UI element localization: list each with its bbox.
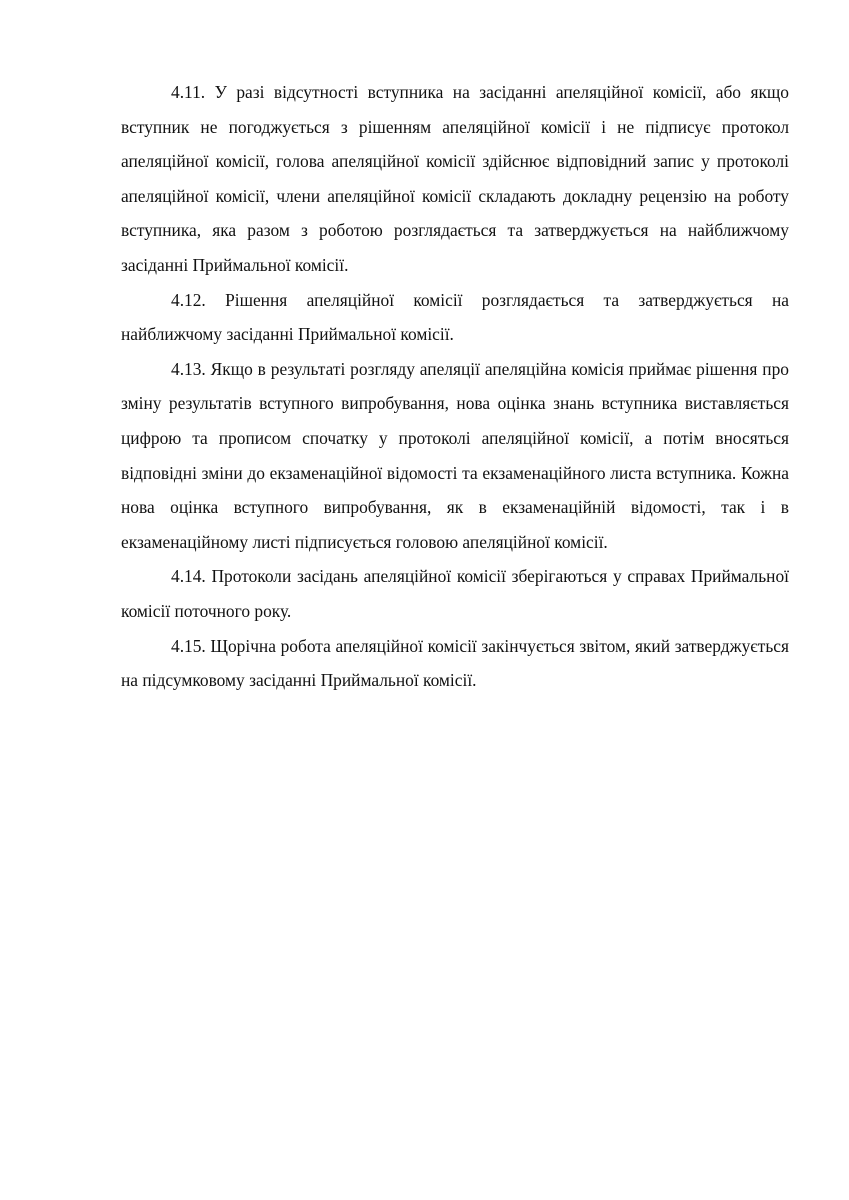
paragraph-4-11: 4.11. У разі відсутності вступника на засіданні апеляційної комісії, або якщо вступник не погоджується з рішенням апеляційної комісії і не підписує протокол апеляційної комісії, голова апеляційної комісії здійснює відповідний запис у протоколі апеляційної комісії, члени апеляційної комісії складають докладну рецензію на роботу вступника, яка разом з роботою розглядається та затверджується на найближчому засіданні Приймальної комісії. (121, 82, 789, 275)
paragraph-4-14: 4.14. Протоколи засідань апеляційної комісії зберігаються у справах Приймальної комісії поточного року. (121, 566, 789, 621)
paragraph-4-12: 4.12. Рішення апеляційної комісії розглядається та затверджується на найближчому засіданні Приймальної комісії. (121, 289, 789, 345)
paragraph-4-15: 4.15. Щорічна робота апеляційної комісії закінчується звітом, який затверджується на підсумковому засіданні Приймальної комісії. (121, 635, 789, 691)
document-page (121, 75, 789, 698)
paragraph-4-13: 4.13. Якщо в результаті розгляду апеляції апеляційна комісія приймає рішення про зміну результатів вступного випробування, нова оцінка знань вступника виставляється цифрою та прописом спочатку у протоколі апеляційної комісії, а потім вносяться відповідні зміни до екзаменаційної відомості та екзаменаційного листа вступника. Кожна нова оцінка вступного випробування, як в екзаменаційній відомості, так і в екзаменаційному листі підписується головою апеляційної комісії. (121, 358, 789, 552)
